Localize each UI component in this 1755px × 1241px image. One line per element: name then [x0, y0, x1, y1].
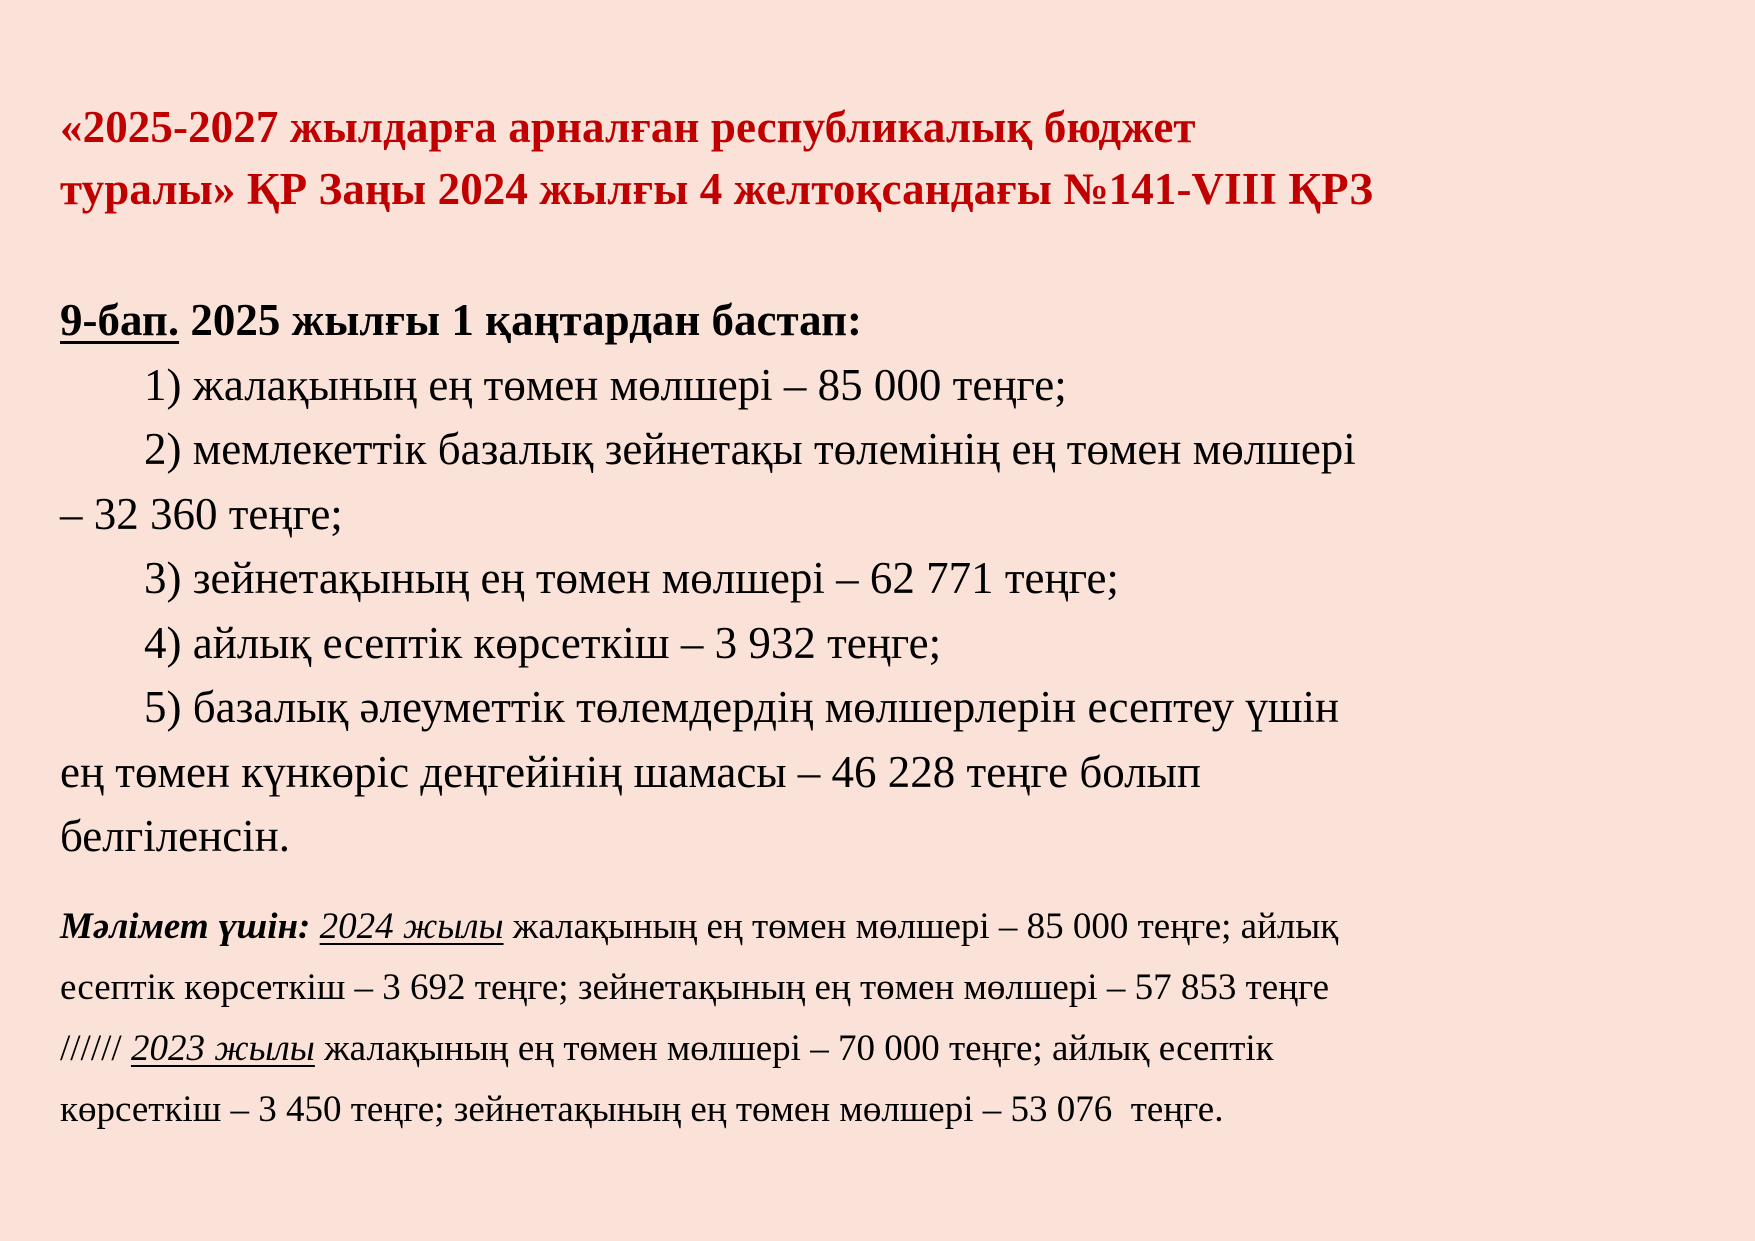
article-9 [60, 288, 1700, 869]
article-item-2 [60, 417, 1700, 546]
note-line-3 [60, 1018, 1680, 1079]
article-number: 9-бап. [60, 295, 180, 345]
article-item-1 [60, 353, 1700, 418]
item-1-text: 1) жалақының ең төмен мөлшері – 85 000 теңге; [144, 359, 1067, 410]
item-3-text: 3) зейнетақының ең төмен мөлшері – 62 771 теңге; [144, 553, 1119, 603]
note-year-2023: 2023 жылы [130, 1028, 315, 1069]
note-line-1-text: жалақының ең төмен мөлшері – 85 000 теңге; айлық [503, 906, 1339, 947]
note-separator: ////// [60, 1028, 122, 1069]
item-4-text: 4) айлық есептік көрсеткіш – 3 932 теңге; [144, 617, 942, 668]
article-heading-text: 2025 жылғы 1 қаңтардан бастап: [179, 295, 862, 345]
article-heading [60, 288, 1700, 353]
article-item-4 [60, 611, 1700, 676]
article-item-5 [60, 675, 1700, 869]
item-5-text-line-3: белгіленсін. [60, 811, 291, 861]
note-line-2: есептік көрсеткіш – 3 692 теңге; зейнетақының ең төмен мөлшері – 57 853 теңге [60, 967, 1330, 1008]
note-line-1 [60, 896, 1680, 957]
item-5-text-line-2: ең төмен күнкөріс деңгейінің шамасы – 46 228 теңге болып [60, 746, 1201, 797]
reference-note [60, 896, 1680, 1140]
article-item-3 [60, 546, 1700, 611]
note-year-2024: 2024 жылы [319, 906, 504, 947]
item-5-text-line-1: 5) базалық әлеуметтік төлемдердің мөлшерлерін есептеу үшін [144, 682, 1340, 732]
title-line-1: «2025-2027 жылдарға арналған республикалық бюджет [60, 102, 1196, 152]
note-line-4: көрсеткіш – 3 450 теңге; зейнетақының ең төмен мөлшері – 53 076 теңге. [60, 1089, 1224, 1130]
note-label: Мәлімет үшін: [60, 906, 311, 947]
item-2-text-line-1: 2) мемлекеттік базалық зейнетақы төлемінің ең төмен мөлшері [144, 424, 1356, 474]
title-line-2: туралы» ҚР Заңы 2024 жылғы 4 желтоқсандағы №141-VIII ҚРЗ [60, 164, 1374, 214]
document-title [60, 96, 1720, 220]
item-2-text-line-2: – 32 360 теңге; [60, 488, 343, 539]
note-line-3-text: жалақының ең төмен мөлшері – 70 000 теңге; айлық есептік [314, 1028, 1274, 1069]
